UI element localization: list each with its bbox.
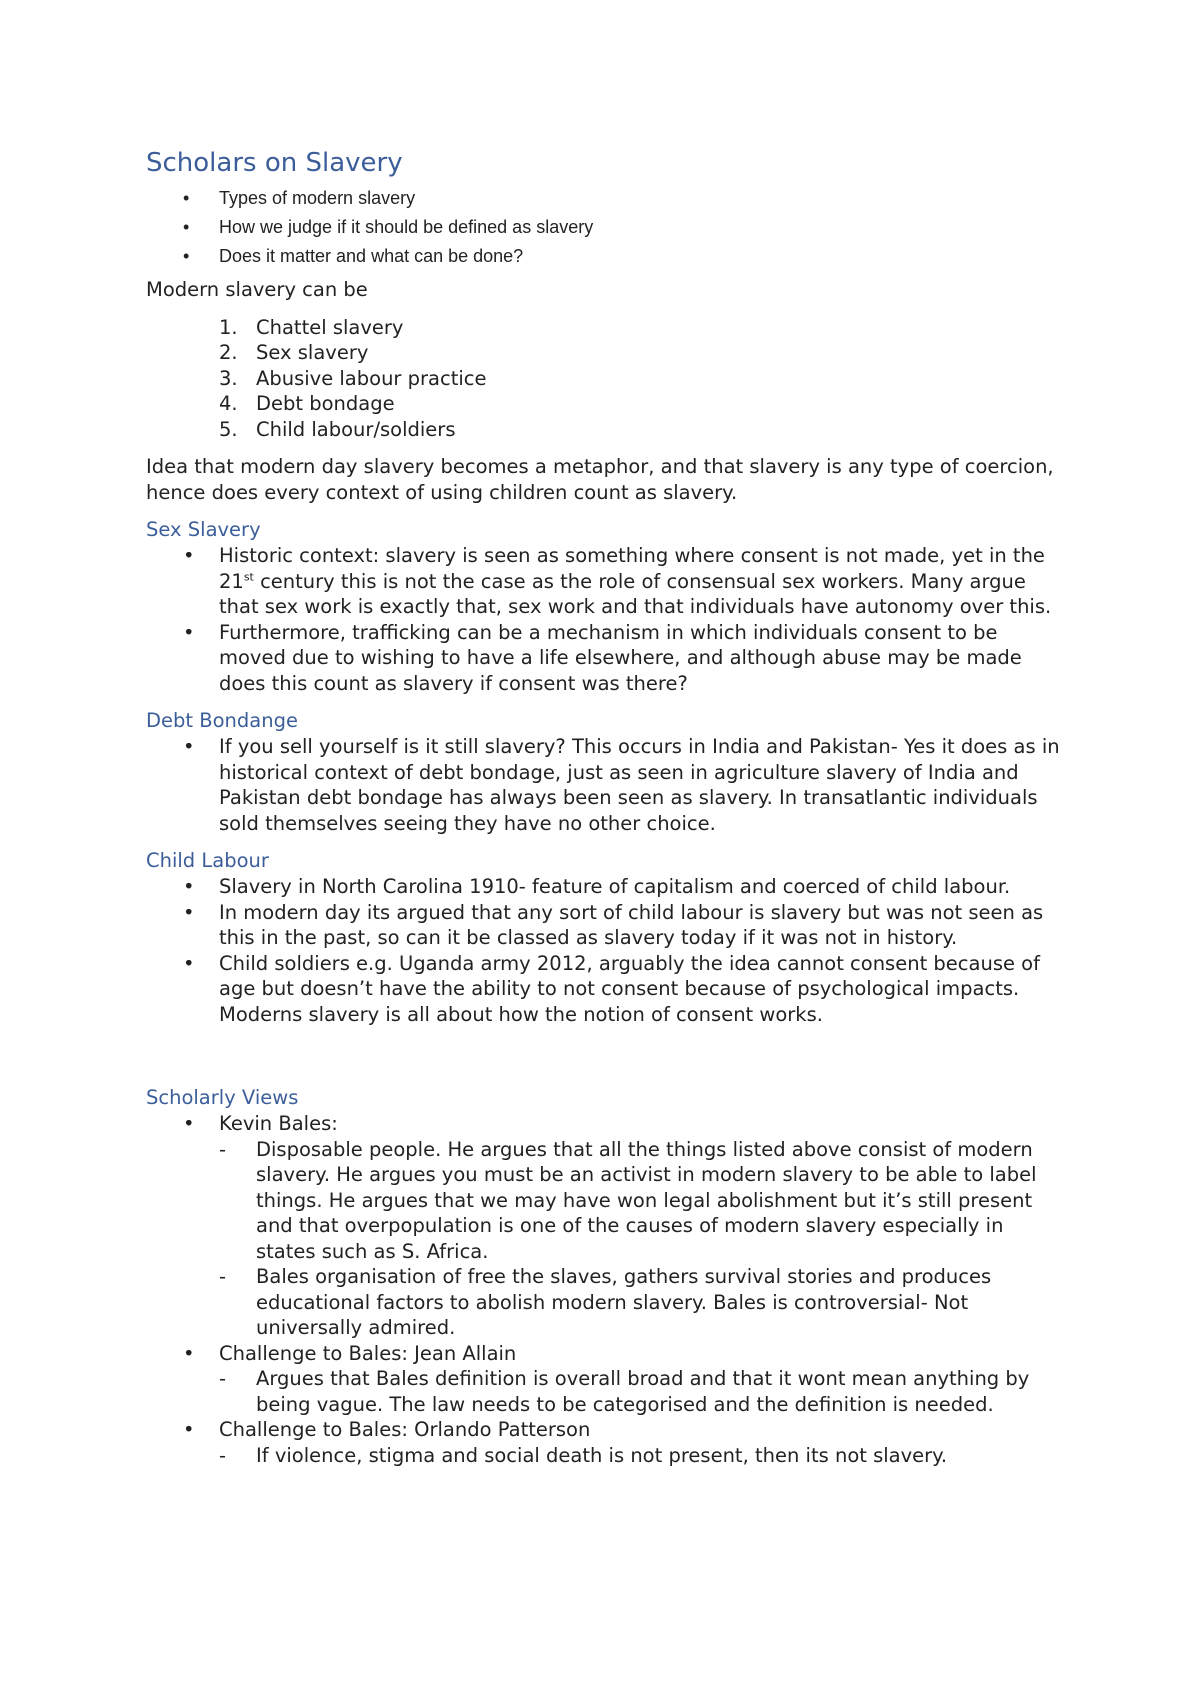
- scholarly-views-heading: Scholarly Views: [146, 1086, 299, 1109]
- patterson-label: Challenge to Bales: Orlando Patterson: [219, 1418, 591, 1441]
- list-item: 3. Abusive labour practice: [219, 366, 487, 390]
- patterson-dash-list: [219, 1443, 1066, 1469]
- slavery-types-list: [146, 315, 1066, 443]
- intro-bullet-list: [146, 184, 1066, 271]
- list-item: • How we judge if it should be defined as slavery: [146, 213, 1066, 242]
- list-item: - Bales organisation of free the slaves, gathers survival stories and produces educational factors to abolish modern slavery. Bales is controversial- Not universally admired.: [219, 1264, 1066, 1341]
- sex-slavery-list: [146, 543, 1066, 696]
- bales-label: Kevin Bales:: [219, 1112, 338, 1135]
- list-item: • In modern day its argued that any sort of child labour is slavery but was not seen as this in the past, so can it be classed as slavery today if it was not in history.: [146, 900, 1066, 951]
- list-item: • Does it matter and what can be done?: [146, 242, 1066, 271]
- bales-dash-list: [219, 1137, 1066, 1341]
- metaphor-paragraph: Idea that modern day slavery becomes a metaphor, and that slavery is any type of coercion, hence does every context of using children count as slavery.: [146, 455, 1054, 504]
- list-item: - If violence, stigma and social death is not present, then its not slavery.: [219, 1443, 1066, 1469]
- debt-bondage-heading: Debt Bondange: [146, 709, 298, 732]
- list-item: • Slavery in North Carolina 1910- feature of capitalism and coerced of child labour.: [146, 874, 1066, 900]
- list-item: [146, 1341, 1066, 1418]
- modern-slavery-intro: Modern slavery can be: [146, 278, 368, 301]
- list-item: 5. Child labour/soldiers: [219, 417, 456, 441]
- list-item: 1. Chattel slavery: [219, 315, 404, 339]
- allain-dash-list: [219, 1366, 1066, 1417]
- list-item: • Types of modern slavery: [146, 184, 1066, 213]
- scholarly-views-list: [146, 1111, 1066, 1468]
- document-body: [146, 146, 1066, 1468]
- list-item: • If you sell yourself is it still slavery? This occurs in India and Pakistan- Yes it does as in historical context of debt bondage, just as seen in agriculture slavery of India and Pakistan debt bondage has always been seen as slavery. In transatlantic individuals sold themselves seeing they have no other choice.: [146, 734, 1066, 836]
- list-item: - Argues that Bales definition is overall broad and that it wont mean anything by being vague. The law needs to be categorised and the definition is needed.: [219, 1366, 1066, 1417]
- list-item: [146, 1417, 1066, 1468]
- child-labour-heading: Child Labour: [146, 849, 269, 872]
- list-item: 4. Debt bondage: [219, 392, 395, 415]
- list-item: [146, 1111, 1066, 1341]
- list-item: • Historic context: slavery is seen as something where consent is not made, yet in the 21st century this is not the case as the role of consensual sex workers. Many argue that sex work is exactly that, sex work and that individuals have autonomy over this.: [146, 543, 1066, 620]
- list-item: • Furthermore, trafficking can be a mechanism in which individuals consent to be moved due to wishing to have a life elsewhere, and although abuse may be made does this count as slavery if consent was there?: [146, 620, 1066, 697]
- sex-slavery-heading: Sex Slavery: [146, 518, 261, 541]
- child-labour-list: [146, 874, 1066, 1027]
- list-item: • Child soldiers e.g. Uganda army 2012, arguably the idea cannot consent because of age but doesn’t have the ability to not consent because of psychological impacts. Moderns slavery is all about how the notion of consent works.: [146, 951, 1066, 1028]
- debt-bondage-list: [146, 734, 1066, 836]
- allain-label: Challenge to Bales: Jean Allain: [219, 1341, 517, 1365]
- page-title: Scholars on Slavery: [146, 148, 403, 178]
- list-item: 2. Sex slavery: [219, 341, 369, 364]
- list-item: - Disposable people. He argues that all the things listed above consist of modern slavery. He argues you must be an activist in modern slavery to be able to label things. He argues that we may have won legal abolishment but it’s still present and that overpopulation is one of the causes of modern slavery especially in states such as S. Africa.: [219, 1137, 1066, 1265]
